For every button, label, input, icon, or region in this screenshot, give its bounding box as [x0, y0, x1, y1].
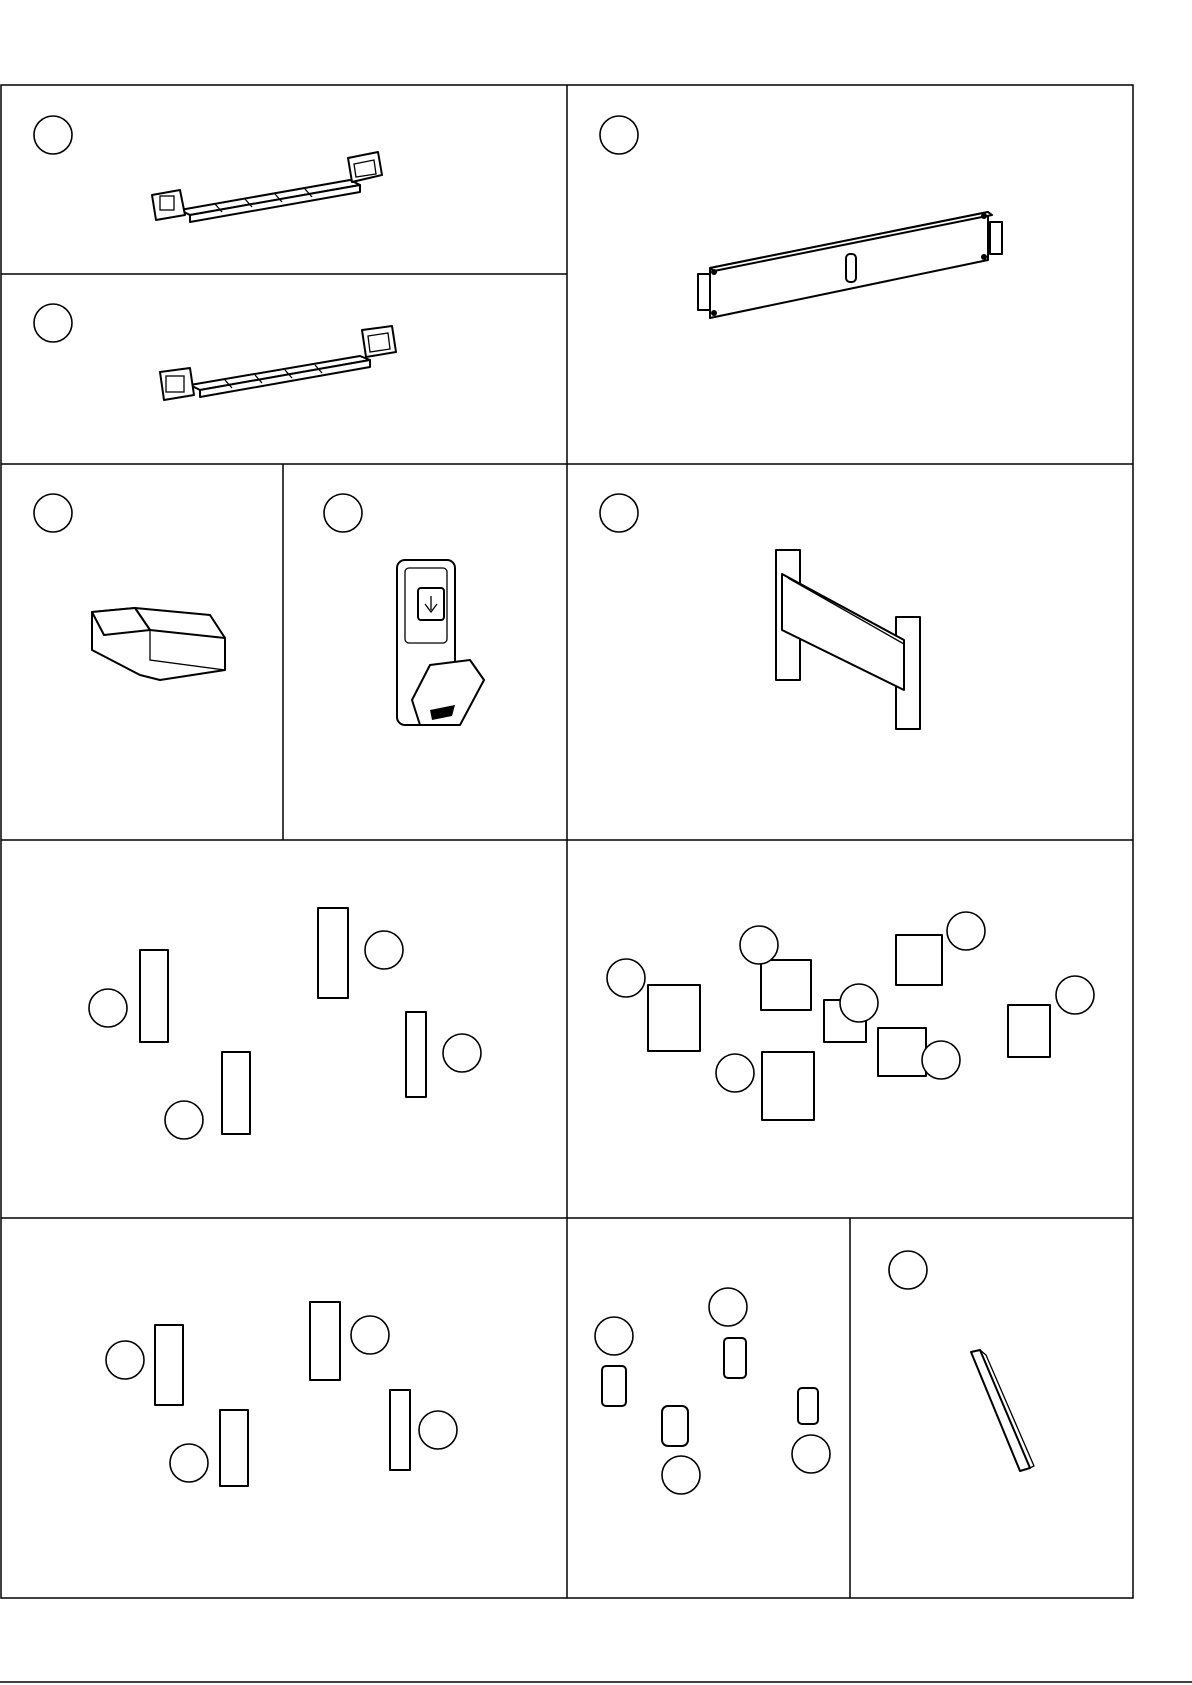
- part-right-base-rail: [34, 304, 396, 400]
- callout-circle: [324, 494, 362, 532]
- callout-circle: [922, 1041, 960, 1079]
- callout-circle: [716, 1054, 754, 1092]
- part-box-cup: [34, 494, 225, 680]
- callout-circle: [351, 1316, 389, 1354]
- part-small-caps: [595, 1288, 830, 1494]
- part-long-panel: [600, 116, 1002, 318]
- callout-circle: [792, 1435, 830, 1473]
- part-left-base-rail: [34, 116, 382, 222]
- callout-circle: [419, 1411, 457, 1449]
- callout-circle: [1056, 976, 1094, 1014]
- part-long-stick: [889, 1251, 1034, 1471]
- callout-circle: [889, 1251, 927, 1289]
- part-connector-set-a: [89, 908, 481, 1139]
- callout-circle: [607, 959, 645, 997]
- callout-circle: [89, 989, 127, 1027]
- callout-circle: [106, 1341, 144, 1379]
- callout-circle: [600, 494, 638, 532]
- part-frame-posts: [600, 494, 920, 729]
- callout-circle: [947, 912, 985, 950]
- part-connector-set-b: [106, 1302, 457, 1486]
- callout-circle: [709, 1288, 747, 1326]
- callout-circle: [443, 1034, 481, 1072]
- part-foot-set: [607, 912, 1094, 1120]
- callout-circle: [740, 926, 778, 964]
- callout-circle: [365, 931, 403, 969]
- callout-circle: [600, 116, 638, 154]
- callout-circle: [170, 1444, 208, 1482]
- callout-circle: [662, 1456, 700, 1494]
- callout-circle: [34, 116, 72, 154]
- part-vertical-bracket: [324, 494, 484, 725]
- callout-circle: [840, 984, 878, 1022]
- callout-circle: [34, 494, 72, 532]
- callout-circle: [165, 1101, 203, 1139]
- callout-circle: [595, 1317, 633, 1355]
- callout-circle: [34, 304, 72, 342]
